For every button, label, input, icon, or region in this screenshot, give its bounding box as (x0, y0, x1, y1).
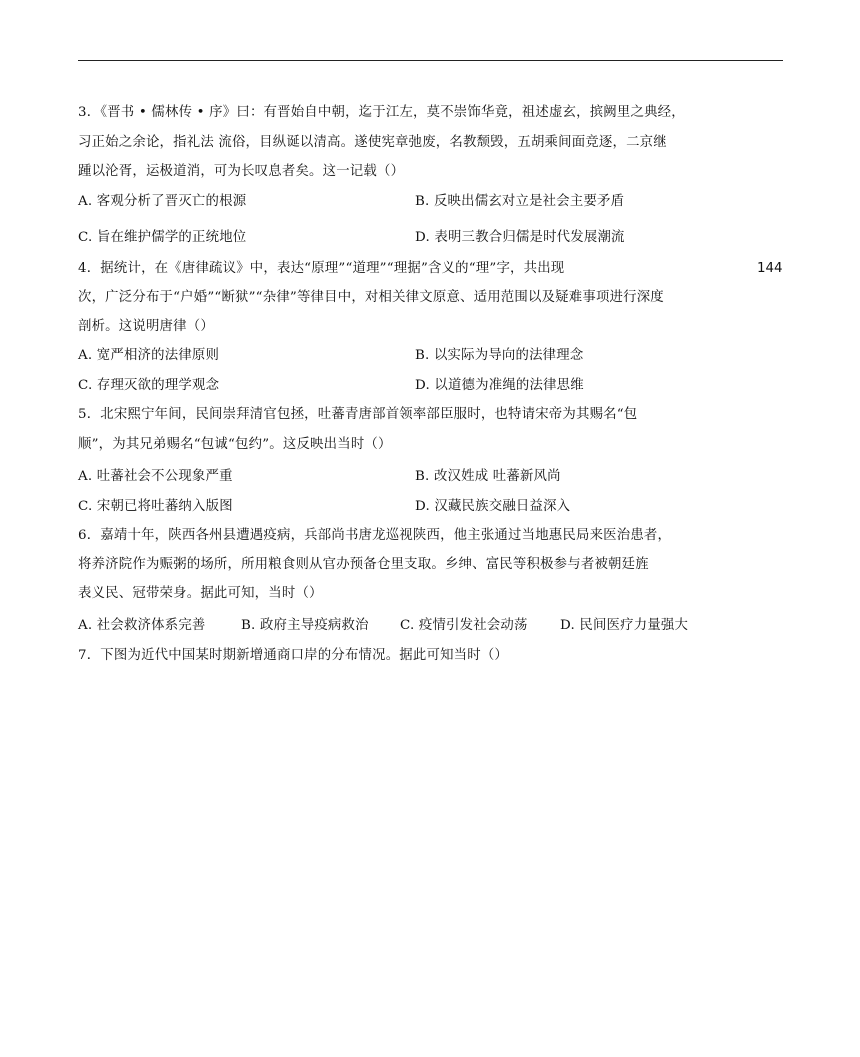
header-rule (78, 60, 783, 61)
q4-count-number: 144 (757, 261, 783, 276)
q4-stem-line3: 剖析。这说明唐律（） (78, 319, 214, 334)
q4-option-a[interactable]: A. 宽严相济的法律原则 (78, 348, 220, 363)
q3-option-b[interactable]: B. 反映出儒玄对立是社会主要矛盾 (415, 194, 625, 209)
q4-option-c[interactable]: C. 存理灭欲的理学观念 (78, 378, 220, 393)
q4-stem-line2: 次，广泛分布于“户婚”“断狱”“杂律”等律目中，对相关律文原意、适用范围以及疑难事项进行深度 (78, 290, 664, 305)
q5-option-b[interactable]: B. 改汉姓成 吐蕃新风尚 (415, 469, 561, 484)
q6-option-b[interactable]: B. 政府主导疫病救治 (241, 618, 369, 633)
q5-option-d[interactable]: D. 汉藏民族交融日益深入 (415, 499, 571, 514)
q6-option-d[interactable]: D. 民间医疗力量强大 (560, 618, 689, 633)
q5-option-c[interactable]: C. 宋朝已将吐蕃纳入版图 (78, 499, 233, 514)
q5-stem-line2: 顺”，为其兄弟赐名“包诚“包约”。这反映出当时（） (78, 437, 392, 452)
q3-option-d[interactable]: D. 表明三教合归儒是时代发展潮流 (415, 230, 625, 245)
q3-option-c[interactable]: C. 旨在维护儒学的正统地位 (78, 230, 247, 245)
q3-stem-line3: 踵以沦胥，运极道消，可为长叹息者矣。这一记载（） (78, 164, 405, 179)
q6-option-a[interactable]: A. 社会救济体系完善 (78, 618, 206, 633)
q5-stem-line1: 5．北宋熙宁年间，民间崇拜清官包拯，吐蕃青唐部首领率部臣服时，也特请宋帝为其赐名“包 (78, 407, 638, 422)
q4-option-d[interactable]: D. 以道德为准绳的法律思维 (415, 378, 584, 393)
q3-stem-line1: 3．《晋书 • 儒林传 • 序》曰：有晋始自中朝，迄于江左，莫不崇饰华竟，祖述虚玄，摈阙里之典经， (78, 105, 685, 120)
q6-option-c[interactable]: C. 疫情引发社会动荡 (400, 618, 528, 633)
q6-stem-line1: 6．嘉靖十年，陕西各州县遭遇疫病，兵部尚书唐龙巡视陕西，他主张通过当地惠民局来医治患者， (78, 528, 672, 543)
q5-option-a[interactable]: A. 吐蕃社会不公现象严重 (78, 469, 233, 484)
q6-stem-line3: 表义民、冠带荣身。据此可知，当时（） (78, 586, 323, 601)
q6-stem-line2: 将养济院作为赈粥的场所，所用粮食则从官办预备仓里支取。乡绅、富民等积极参与者被朝廷旌 (78, 557, 649, 572)
q3-option-a[interactable]: A. 客观分析了晋灭亡的根源 (78, 194, 247, 209)
q4-stem-line1: 4．据统计，在《唐律疏议》中，表达“原理”“道理”“理据”含义的“理”字，共出现 (78, 261, 565, 276)
q4-option-b[interactable]: B. 以实际为导向的法律理念 (415, 348, 584, 363)
q3-stem-line2: 习正始之余论，指礼法 流俗，目纵诞以清高。遂使宪章弛废，名教颓毁，五胡乘间面竞逐，二京继 (78, 135, 667, 150)
q7-stem-line1: 7．下图为近代中国某时期新增通商口岸的分布情况。据此可知当时（） (78, 648, 509, 663)
